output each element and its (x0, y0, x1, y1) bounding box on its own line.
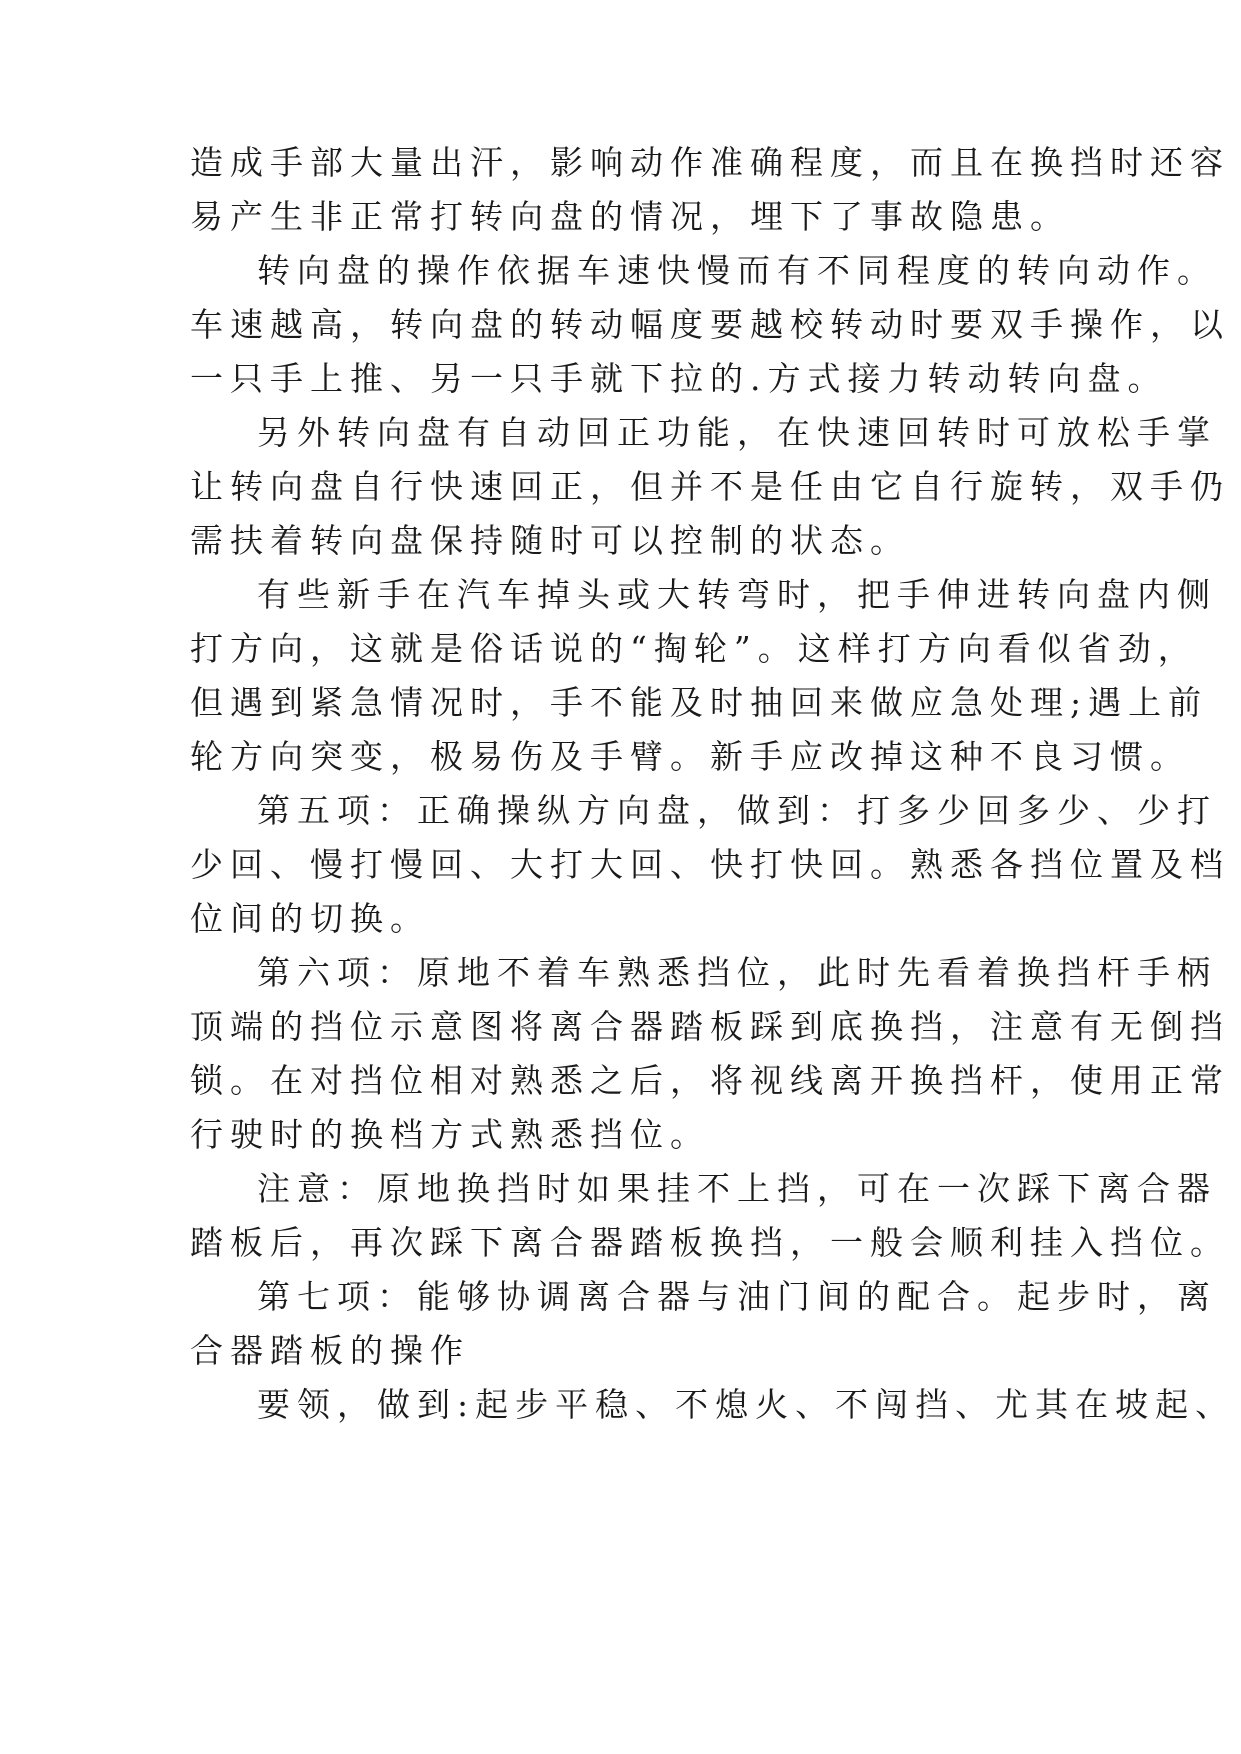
paragraph-first-line: 注意：原地换挡时如果挂不上挡，可在一次踩下离合器 (257, 1169, 1217, 1208)
text-line: 易产生非正常打转向盘的情况，埋下了事故隐患。 (190, 197, 1070, 236)
text-line: 少回、慢打慢回、大打大回、快打快回。熟悉各挡位置及档 (190, 845, 1230, 884)
paragraph-first-line: 有些新手在汽车掉头或大转弯时，把手伸进转向盘内侧 (257, 575, 1217, 614)
text-line: 合器踏板的操作 (190, 1331, 470, 1370)
text-line: 但遇到紧急情况时，手不能及时抽回来做应急处理;遇上前 (190, 683, 1209, 722)
paragraph-first-line: 第七项：能够协调离合器与油门间的配合。起步时，离 (257, 1277, 1217, 1316)
paragraph-first-line: 另外转向盘有自动回正功能，在快速回转时可放松手掌 (257, 413, 1217, 452)
text-line: 造成手部大量出汗，影响动作准确程度，而且在换挡时还容 (190, 143, 1230, 182)
text-line: 打方向，这就是俗话说的“掏轮”。这样打方向看似省劲， (190, 629, 1198, 668)
text-line: 一只手上推、另一只手就下拉的.方式接力转动转向盘。 (190, 359, 1168, 398)
text-line: 需扶着转向盘保持随时可以控制的状态。 (190, 521, 910, 560)
text-line: 轮方向突变，极易伤及手臂。新手应改掉这种不良习惯。 (190, 737, 1190, 776)
text-line: 锁。在对挡位相对熟悉之后，将视线离开换挡杆，使用正常 (190, 1061, 1230, 1100)
text-line: 车速越高，转向盘的转动幅度要越校转动时要双手操作，以 (190, 305, 1230, 344)
paragraph-first-line: 转向盘的操作依据车速快慢而有不同程度的转向动作。 (257, 251, 1217, 290)
paragraph-first-line: 第五项：正确操纵方向盘，做到：打多少回多少、少打 (257, 791, 1217, 830)
text-line: 让转向盘自行快速回正，但并不是任由它自行旋转，双手仍 (190, 467, 1230, 506)
paragraph-first-line: 第六项：原地不着车熟悉挡位，此时先看着换挡杆手柄 (257, 953, 1217, 992)
text-line: 踏板后，再次踩下离合器踏板换挡，一般会顺利挂入挡位。 (190, 1223, 1230, 1262)
paragraph-first-line: 要领，做到:起步平稳、不熄火、不闯挡、尤其在坡起、 (257, 1385, 1236, 1424)
text-line: 位间的切换。 (190, 899, 430, 938)
text-line: 顶端的挡位示意图将离合器踏板踩到底换挡，注意有无倒挡 (190, 1007, 1230, 1046)
text-line: 行驶时的换档方式熟悉挡位。 (190, 1115, 710, 1154)
